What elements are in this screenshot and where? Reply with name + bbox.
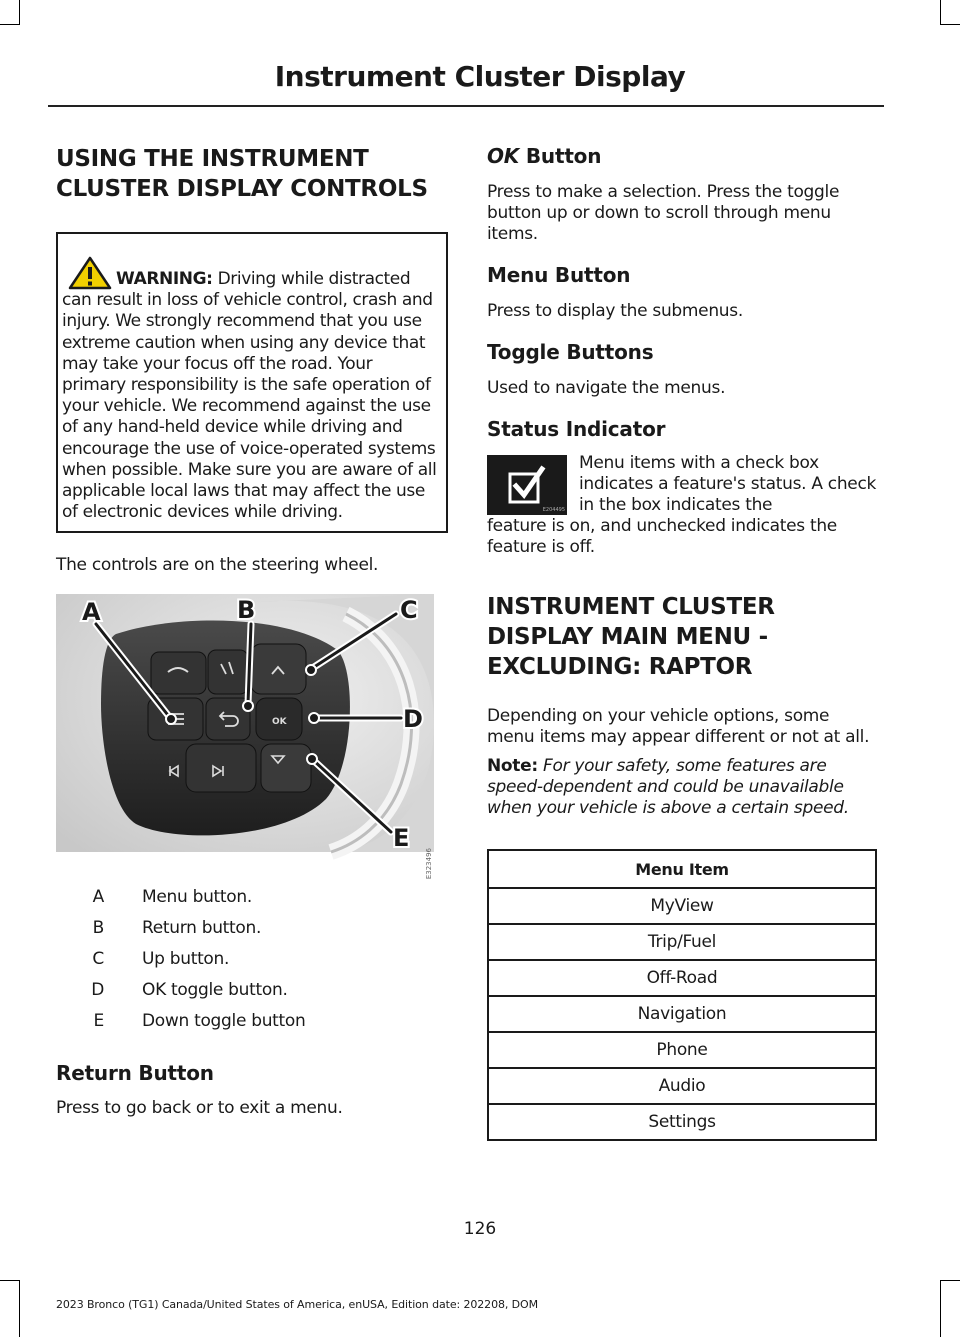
table-cell: Phone [488,1032,876,1068]
crop-mark [19,1280,20,1337]
table-cell: Settings [488,1104,876,1140]
legend-text: Up button. [142,949,230,970]
table-row [488,888,876,924]
crop-mark [940,24,960,25]
table-cell: Trip/Fuel [488,924,876,960]
return-button-text: Press to go back or to exit a menu. [56,1098,343,1119]
callout-b: B [237,596,256,625]
legend-text: Down toggle button [142,1011,306,1032]
section-title-line1: USING THE INSTRUMENT [56,146,369,172]
table-cell: MyView [488,888,876,924]
page-footer: 2023 Bronco (TG1) Canada/United States of America, enUSA, Edition date: 202208, DOM [56,1298,538,1311]
ok-heading-italic: OK [487,144,520,168]
legend-text: OK toggle button. [142,980,288,1001]
status-icon-code: E204495 [542,507,565,513]
warning-triangle-icon [68,256,112,290]
callout-e: E [393,824,410,853]
legend-key: B [92,918,104,939]
main-menu-title-line2: DISPLAY MAIN MENU - [487,624,768,650]
return-button-heading: Return Button [56,1061,214,1086]
section-title-line2: CLUSTER DISPLAY CONTROLS [56,176,428,202]
menu-button-heading: Menu Button [487,263,631,287]
legend-text: Menu button. [142,887,252,908]
page-header-title: Instrument Cluster Display [274,60,686,93]
legend-row [56,975,448,1006]
note-label: Note: [487,756,538,776]
table-header-row [488,850,876,888]
table-row [488,960,876,996]
warning-text: Driving while distracted can result in loss of vehicle control, crash and injury. We strongly recommend that you use extreme caution when using any device that may take your focus off the road. Your primary responsibility is the safe operation of your vehicle. We recommend against the use of any hand-held device while driving and encourage the use of voice-operated systems when possible. Make sure you are aware of all applicable local laws that may affect the use of electronic devices while driving. [62,269,437,523]
crop-mark [940,0,941,24]
note-paragraph [487,756,879,819]
table-cell: Navigation [488,996,876,1032]
table-cell: Audio [488,1068,876,1104]
crop-mark [0,1280,20,1281]
crop-mark [940,1280,941,1337]
check-box-icon [487,455,567,515]
ok-heading-rest: Button [519,144,602,168]
note-text: For your safety, some features are speed-dependent and could be unavailable when your vehicle is above a certain speed. [487,756,849,818]
crop-mark [940,1280,960,1281]
table-row [488,1032,876,1068]
main-menu-title-line3: EXCLUDING: RAPTOR [487,654,753,680]
right-column [487,144,879,1141]
header-rule [48,105,884,107]
callout-a: A [82,598,101,627]
toggle-buttons-heading: Toggle Buttons [487,340,654,364]
status-indicator-heading: Status Indicator [487,417,666,441]
steering-wheel-figure [56,594,434,880]
crop-mark [19,0,20,24]
callout-d: D [403,705,423,734]
ok-button-text: Press to make a selection. Press the toggle button up or down to scroll through menu items. [487,182,840,244]
table-row [488,996,876,1032]
status-indicator-block [487,455,879,516]
legend-row [56,913,448,944]
warning-box [56,232,448,533]
legend-key: D [91,980,104,1001]
toggle-buttons-text: Used to navigate the menus. [487,378,726,398]
figure-legend [56,882,448,1037]
left-column [56,144,448,1119]
figure-code: E323496 [425,848,433,880]
ok-button-heading [487,144,879,168]
main-menu-section-title [487,592,879,682]
warning-label: WARNING: [116,269,213,289]
status-indicator-text-bottom: feature is on, and unchecked indicates the feature is off. [487,516,837,557]
table-row [488,924,876,960]
callout-c: C [400,596,418,625]
vehicle-options-text: Depending on your vehicle options, some menu items may appear different or not at all. [487,706,870,747]
status-indicator-text-top: Menu items with a check box indicates a feature's status. A check in the box indicates the [579,453,877,515]
section-title [56,144,448,204]
table-cell: Off-Road [488,960,876,996]
main-menu-title-line1: INSTRUMENT CLUSTER [487,594,775,620]
legend-row [56,944,448,975]
legend-key: E [93,1011,104,1032]
menu-button-text: Press to display the submenus. [487,301,743,321]
table-header-cell: Menu Item [488,850,876,888]
check-mark-icon [506,464,548,506]
legend-row [56,882,448,913]
steering-wheel-illustration [56,594,434,880]
page-number: 126 [463,1219,497,1239]
table-row [488,1104,876,1140]
legend-key: C [92,949,104,970]
menu-items-table [487,849,877,1141]
table-row [488,1068,876,1104]
legend-row [56,1006,448,1037]
ok-button-label: OK [272,717,287,728]
legend-text: Return button. [142,918,262,939]
legend-key: A [92,887,104,908]
crop-mark [0,24,20,25]
controls-intro: The controls are on the steering wheel. [56,555,379,576]
